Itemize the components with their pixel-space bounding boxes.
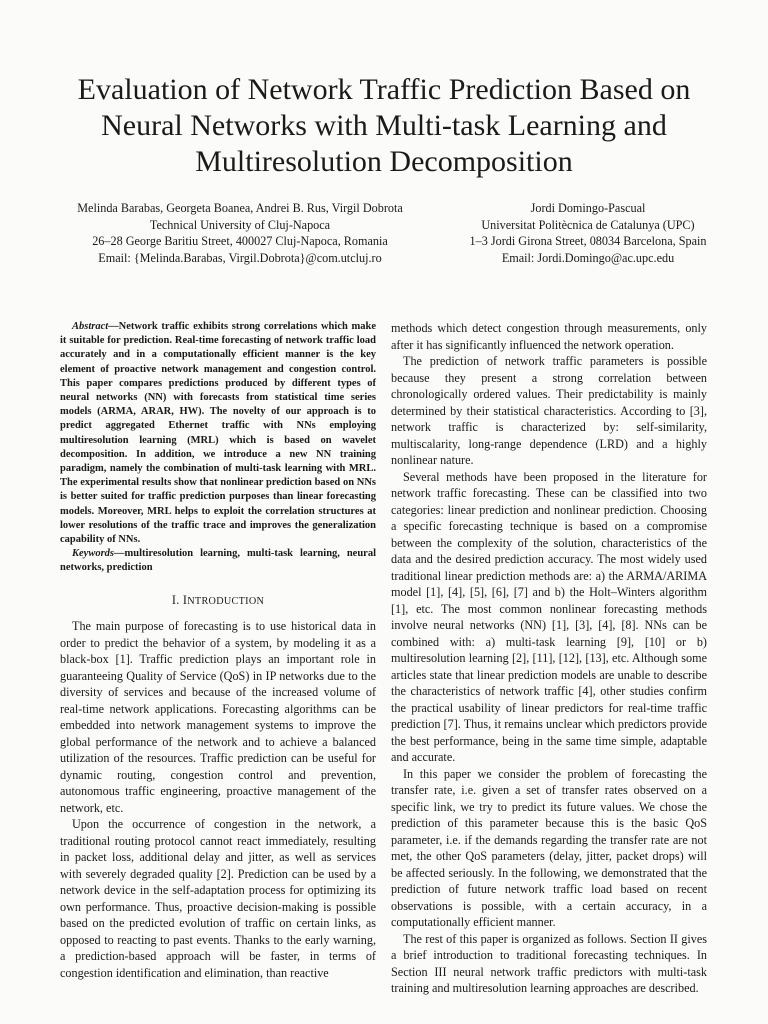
author-address: 1–3 Jordi Girona Street, 08034 Barcelona, Spain [469,234,707,249]
paragraph: Upon the occurrence of congestion in the network, a traditional routing protocol cannot react immediately, resulting in packet loss, additional delay and jitter, as well as services with severely degraded quality [2]. Prediction can be used by a network device in the self-adaptation process for optimizing its own performance. Thus, proactive decision-making is possible based on the predicted evolution of traffic on certain links, as opposed to reacting to past events. Thanks to the early warning, a prediction-based approach will be faster, in terms of congestion identification and elimination, than reactive [60,817,376,980]
author-address: 26–28 George Baritiu Street, 400027 Cluj-Napoca, Romania [92,234,388,249]
section-number: I. [171,592,183,607]
author-email: Email: Jordi.Domingo@ac.upc.edu [501,250,675,265]
abstract-text: —Network traffic exhibits strong correlations which make it suitable for prediction. Real-time forecasting of network traffic load accurately and in a computationally efficient manner is the key element of proactive network management and congestion control. This paper compares predictions produced by different types of neural networks (NN) with forecasts from statistical time series models (ARMA, ARAR, HW). The novelty of our approach is to predict aggregated Ethernet traffic with NNs employing multiresolution learning (MRL) which is based on wavelet decomposition. In addition, we introduce a new NN training paradigm, namely the combination of multi-task learning with MRL. The experimental results show that nonlinear prediction based on NNs is better suited for traffic prediction purposes than linear forecasting models. Moreover, MRL helps to exploit the correlation structures at lower resolutions of the traffic trace and improves the generalization capability of NNs. [60,321,376,546]
paragraph: Several methods have been proposed in the literature for network traffic forecasting. These can be classified into two categories: linear prediction and nonlinear prediction. Choosing a specific forecasting technique is based on a compromise between the complexity of the solution, characteristics of the data and the desired prediction accuracy. The most widely used traditional linear prediction methods are: a) the ARMA/ARIMA model [1], [4], [5], [6], [7] and b) the Holt–Winters algorithm [1], etc. The most common nonlinear forecasting methods involve neural networks (NN) [1], [3], [4], [8]. NNs can be combined with: a) multi-task learning [9], [10] or b) multiresolution learning [2], [11], [12], [13], etc. Although some articles state that linear prediction models are unable to describe the characteristics of network traffic [4], other studies confirm the practical usability of linear predictors for real-time traffic prediction [7]. Thus, it remains unclear which predictors provide the best performance, being in the same time simple, adaptable and accurate. [391,469,707,764]
section-heading-introduction [60,592,376,611]
paper-title [40,72,728,180]
paragraph: The rest of this paper is organized as follows. Section II gives a brief introduction to traditional forecasting techniques. In Section III neural network traffic predictors with multi-task training and multiresolution learning approaches are described. [391,931,707,995]
title-line: Multiresolution Decomposition [195,145,573,178]
abstract-label: Abstract [72,321,109,332]
paragraph: In this paper we consider the problem of forecasting the transfer rate, i.e. given a set of transfer rates observed on a specific link, we try to predict its future values. We chose the prediction of this parameter because this is the basic QoS parameter, i.e. if the demands regarding the transfer rate are not met, the other QoS parameters (delay, jitter, packet drops) will be affected seriously. In the following, we demonstrated that the prediction of future network traffic load based on recent observations is possible, with a certain accuracy, in a computationally efficient manner. [391,766,707,929]
keywords-label: Keywords [72,548,114,560]
author-names: Melinda Barabas, Georgeta Boanea, Andrei B. Rus, Virgil Dobrota [77,201,403,215]
left-column [60,320,376,981]
author-block-right [438,200,738,266]
keywords [60,547,376,575]
paragraph: methods which detect congestion through measurements, only after it has significantly influenced the network operation. [391,321,707,352]
title-line: Neural Networks with Multi-task Learning and [101,109,667,142]
author-affiliation: Universitat Politècnica de Catalunya (UPC) [481,217,695,232]
author-email: Email: {Melinda.Barabas, Virgil.Dobrota}@com.utcluj.ro [98,250,382,265]
author-names: Jordi Domingo-Pascual [530,201,646,215]
section-title-rest: NTRODUCTION [187,595,265,607]
paragraph: The prediction of network traffic parameters is possible because they present a strong correlation between chronologically ordered values. Their predictability is mainly determined by their statistical characteristics. According to [3], network traffic is characterized by: self-similarity, multiscalarity, long-range dependence (LRD) and a highly nonlinear nature. [391,354,707,467]
section-title-initial: I [182,592,188,607]
author-affiliation: Technical University of Cluj-Napoca [149,217,331,232]
author-block-left [45,200,435,266]
abstract [60,320,376,547]
paragraph: The main purpose of forecasting is to use historical data in order to predict the behavior of a system, by modeling it as a black-box [1]. Traffic prediction plays an important role in guaranteeing Quality of Service (QoS) in IP networks due to the diversity of services and because of the increased volume of real-time network applications. Forecasting algorithms can be embedded into network management systems to improve the global performance of the network and to achieve a balanced utilization of the resources. Traffic prediction can be useful for dynamic routing, congestion control and prevention, autonomous traffic engineering, proactive management of the network, etc. [60,619,376,815]
title-line: Evaluation of Network Traffic Prediction Based on [77,73,691,106]
keywords-text: —multiresolution learning, multi-task learning, neural networks, prediction [60,548,376,574]
right-column [391,320,707,997]
